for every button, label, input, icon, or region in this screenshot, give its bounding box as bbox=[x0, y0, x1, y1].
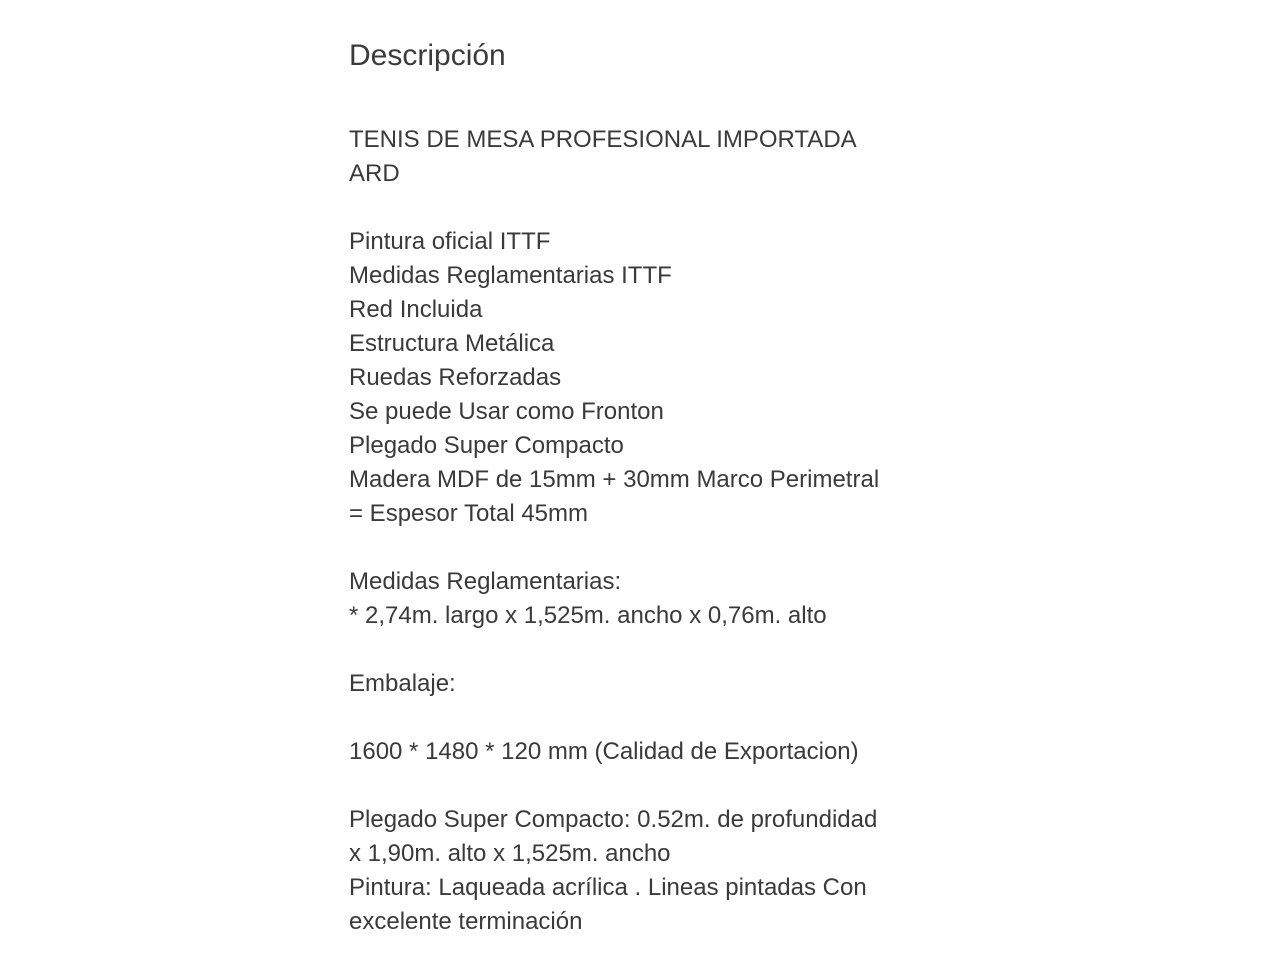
measurements-value: * 2,74m. largo x 1,525m. ancho x 0,76m. alto bbox=[349, 602, 827, 629]
folded-line: excelente terminación bbox=[349, 908, 583, 935]
folded-line: Plegado Super Compacto: 0.52m. de profundidad bbox=[349, 806, 878, 833]
spacer bbox=[349, 531, 969, 565]
feature-line: Medidas Reglamentarias ITTF bbox=[349, 262, 672, 289]
feature-line: Plegado Super Compacto bbox=[349, 432, 624, 459]
description-body bbox=[349, 123, 969, 939]
measurements-label: Medidas Reglamentarias: bbox=[349, 568, 622, 595]
spacer bbox=[349, 191, 969, 225]
folded-line: x 1,90m. alto x 1,525m. ancho bbox=[349, 840, 671, 867]
folded-line: Pintura: Laqueada acrílica . Lineas pintadas Con bbox=[349, 874, 867, 901]
feature-line: = Espesor Total 45mm bbox=[349, 500, 589, 527]
feature-line: Pintura oficial ITTF bbox=[349, 228, 551, 255]
spacer bbox=[349, 769, 969, 803]
spacer bbox=[349, 633, 969, 667]
heading-line: ARD bbox=[349, 160, 400, 187]
spacer bbox=[349, 701, 969, 735]
product-description-section bbox=[349, 36, 969, 939]
packaging-label: Embalaje: bbox=[349, 670, 456, 697]
feature-line: Ruedas Reforzadas bbox=[349, 364, 562, 391]
feature-line: Se puede Usar como Fronton bbox=[349, 398, 664, 425]
packaging-value: 1600 * 1480 * 120 mm (Calidad de Exportacion) bbox=[349, 738, 859, 765]
feature-line: Estructura Metálica bbox=[349, 330, 555, 357]
feature-line: Madera MDF de 15mm + 30mm Marco Perimetral bbox=[349, 466, 880, 493]
heading-line: TENIS DE MESA PROFESIONAL IMPORTADA bbox=[349, 126, 857, 153]
feature-line: Red Incluida bbox=[349, 296, 483, 323]
section-title: Descripción bbox=[349, 39, 506, 72]
